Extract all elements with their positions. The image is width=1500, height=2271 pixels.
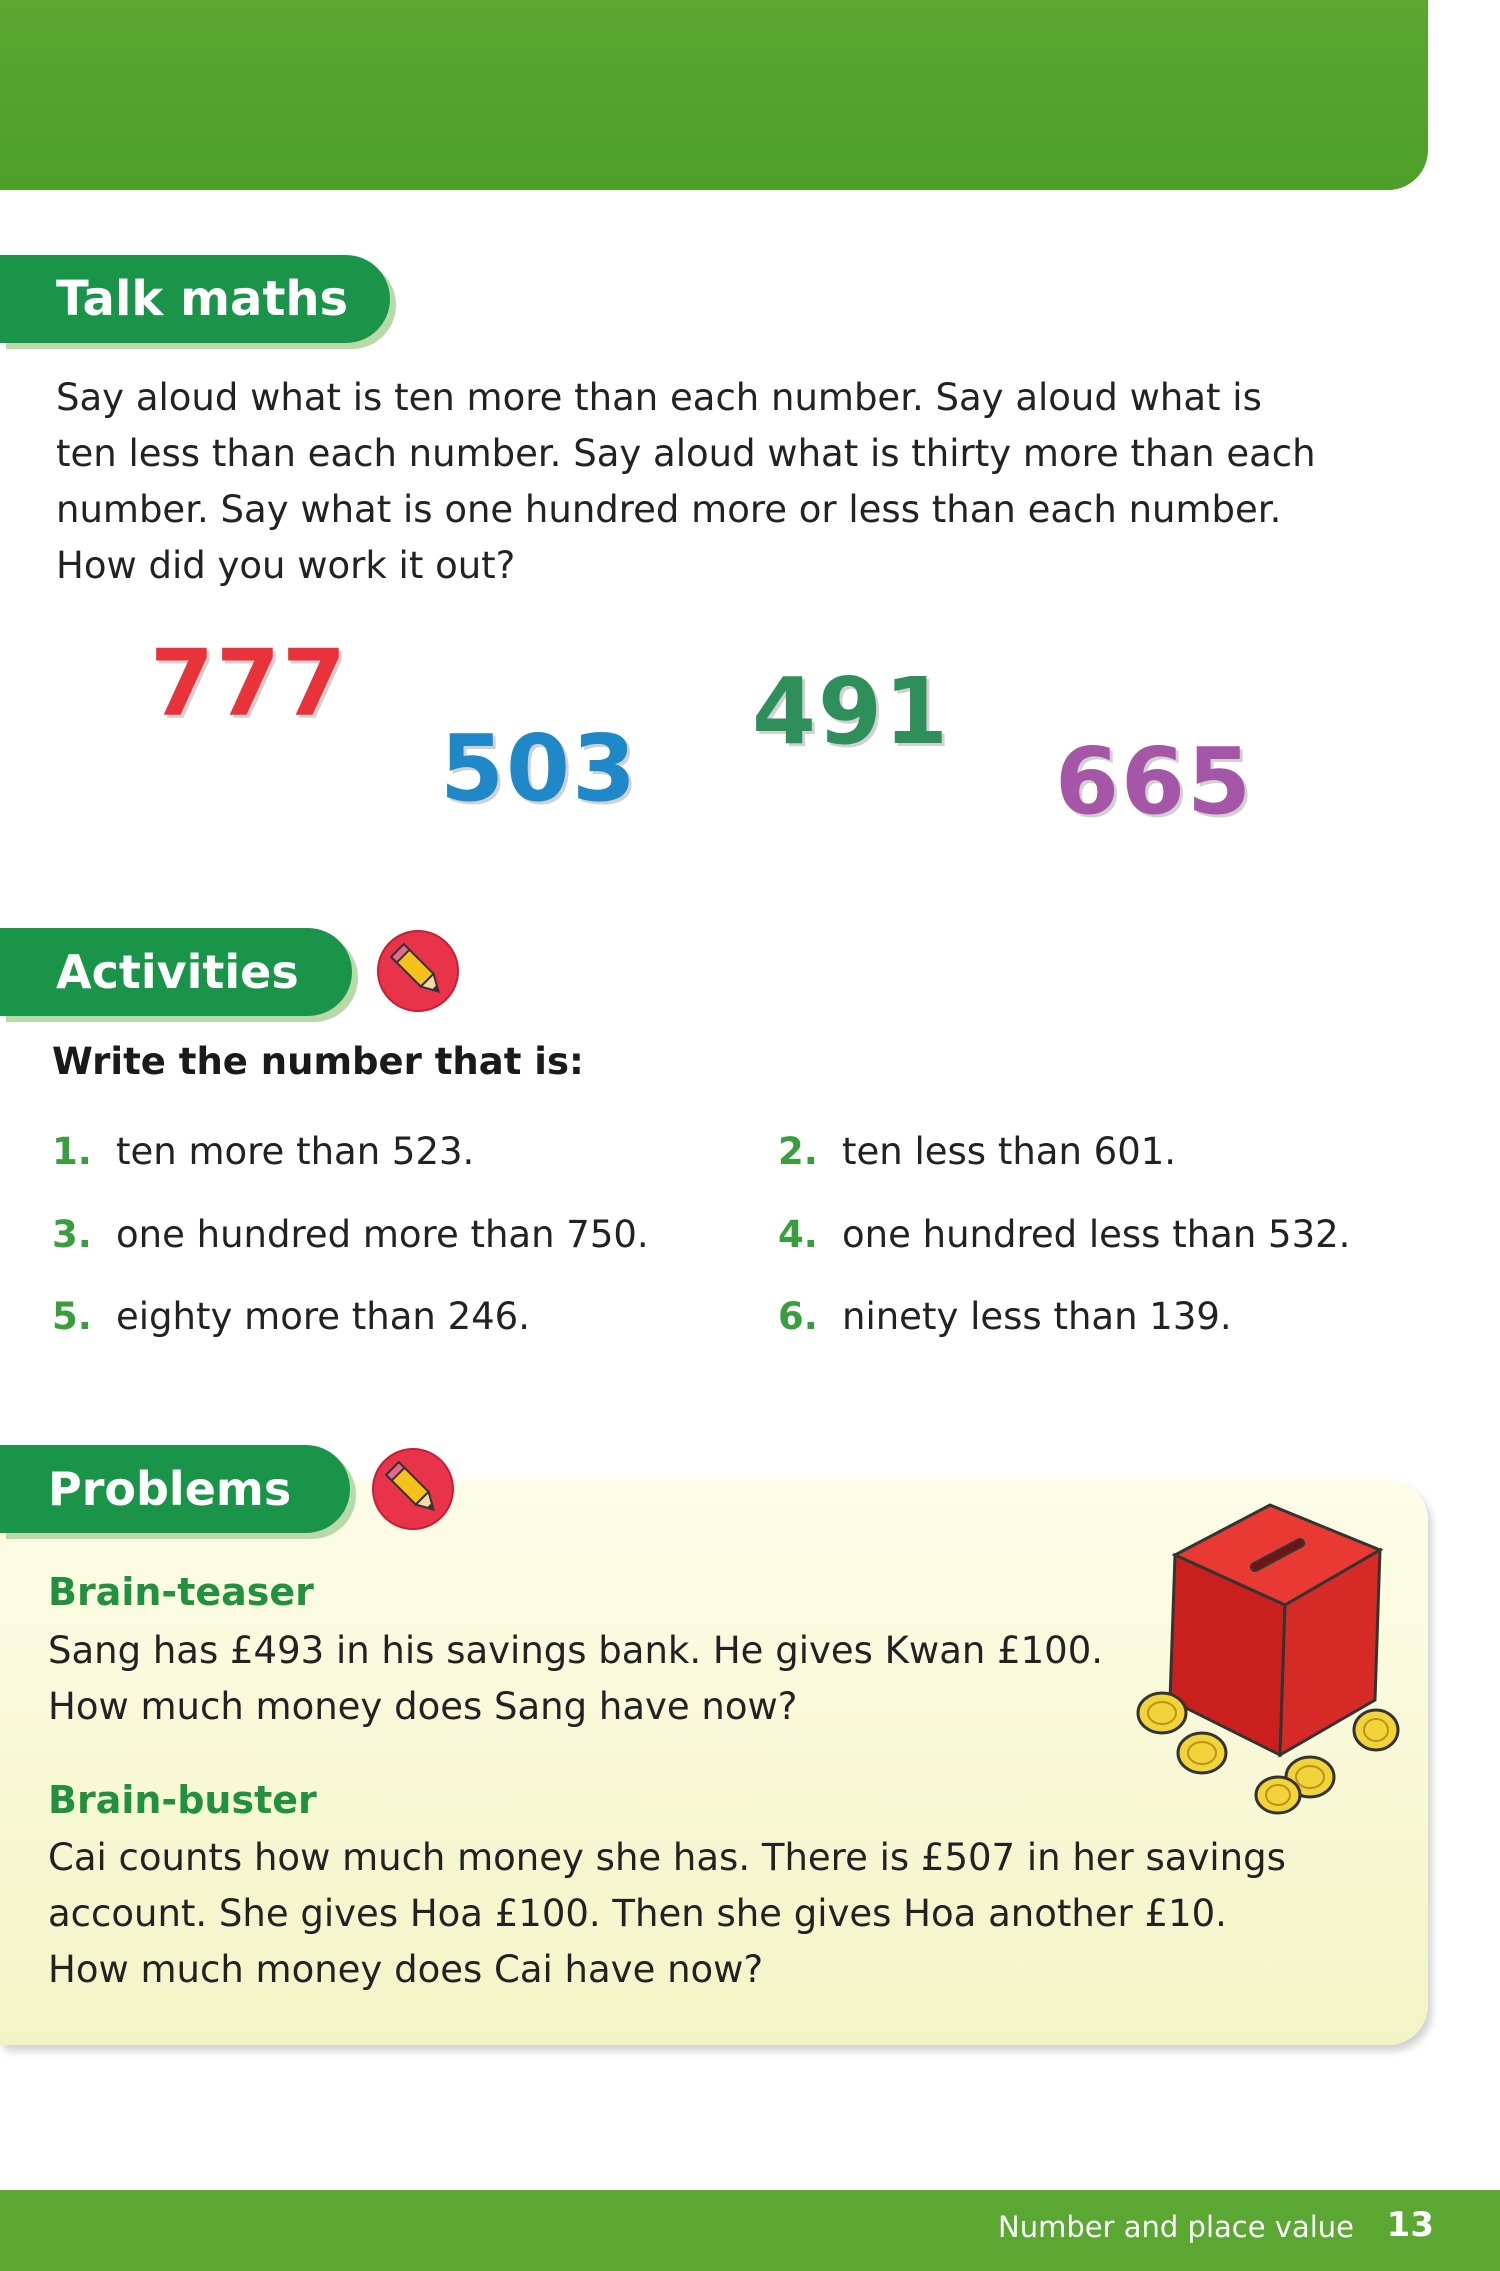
coin-icon: [1354, 1710, 1398, 1750]
brain-teaser-text: [48, 1623, 1103, 1735]
teaser-line: How much money does Sang have now?: [48, 1685, 798, 1728]
pencil-icon: [370, 1446, 456, 1532]
activity-item: [52, 1295, 530, 1338]
activity-text: ten more than 523.: [116, 1130, 475, 1173]
activity-text: ninety less than 139.: [842, 1295, 1232, 1338]
activity-number: 2.: [778, 1130, 818, 1173]
brain-teaser-title: Brain-teaser: [48, 1570, 314, 1614]
activity-item: [778, 1130, 1176, 1173]
coin-icon: [1138, 1693, 1186, 1733]
activity-number: 6.: [778, 1295, 818, 1338]
activity-text: ten less than 601.: [842, 1130, 1177, 1173]
activity-number: 4.: [778, 1213, 818, 1256]
activity-item: [778, 1213, 1350, 1256]
activity-text: one hundred more than 750.: [116, 1213, 649, 1256]
pencil-icon: [375, 928, 461, 1014]
activity-text: one hundred less than 532.: [842, 1213, 1351, 1256]
brain-buster-title: Brain-buster: [48, 1778, 317, 1822]
brain-buster-text: [48, 1830, 1286, 1998]
talk-line: number. Say what is one hundred more or less than each number.: [56, 488, 1282, 531]
money-box-icon: [1130, 1495, 1410, 1825]
activity-number: 3.: [52, 1213, 92, 1256]
talk-line: Say aloud what is ten more than each number. Say aloud what is: [56, 376, 1262, 419]
coin-icon: [1256, 1777, 1300, 1813]
number-777: 777: [150, 630, 349, 737]
talk-line: ten less than each number. Say aloud what is thirty more than each: [56, 432, 1316, 475]
activity-item: [52, 1213, 649, 1256]
activity-number: 1.: [52, 1130, 92, 1173]
buster-line: Cai counts how much money she has. There is £507 in her savings: [48, 1836, 1286, 1879]
number-491: 491: [752, 658, 951, 765]
buster-line: account. She gives Hoa £100. Then she gives Hoa another £10.: [48, 1892, 1227, 1935]
talk-line: How did you work it out?: [56, 544, 516, 587]
number-665: 665: [1055, 728, 1254, 835]
activity-text: eighty more than 246.: [116, 1295, 530, 1338]
activities-instruction: Write the number that is:: [52, 1040, 584, 1083]
page-number: 13: [1386, 2205, 1434, 2245]
teaser-line: Sang has £493 in his savings bank. He gives Kwan £100.: [48, 1629, 1104, 1672]
activity-item: [52, 1130, 474, 1173]
activities-heading: Activities: [0, 928, 352, 1016]
footer-section-label: Number and place value: [998, 2210, 1354, 2244]
activity-number: 5.: [52, 1295, 92, 1338]
problems-heading: Problems: [0, 1445, 350, 1533]
talk-maths-text: [56, 370, 1336, 594]
coin-icon: [1178, 1733, 1226, 1773]
number-503: 503: [440, 715, 639, 822]
activity-item: [778, 1295, 1232, 1338]
buster-line: How much money does Cai have now?: [48, 1948, 764, 1991]
talk-maths-heading: Talk maths: [0, 255, 390, 343]
top-banner: [0, 0, 1428, 190]
